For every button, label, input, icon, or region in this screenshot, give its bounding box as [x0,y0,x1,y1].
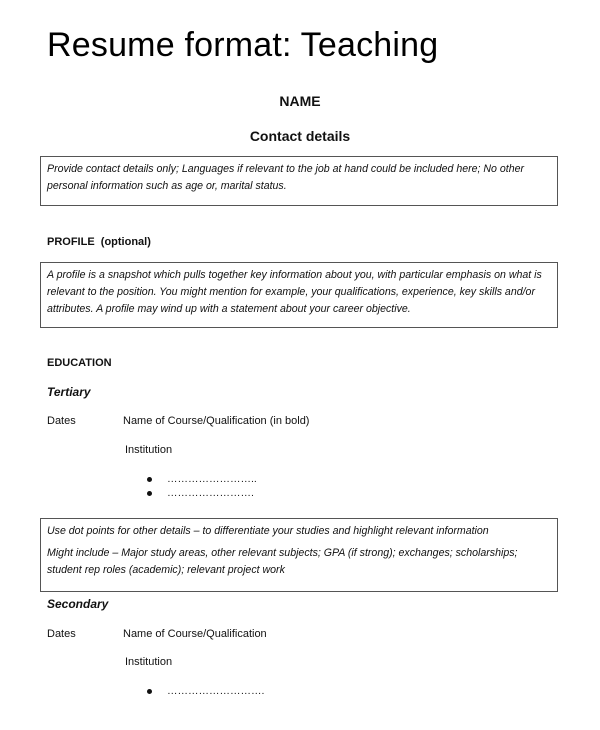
education-note-line-1: Use dot points for other details – to differentiate your studies and highlight relevant information [47,525,489,537]
contact-details-heading: Contact details [249,128,351,144]
profile-optional-text: (optional) [100,236,151,248]
list-item: ………………………. [145,684,264,698]
profile-note-text: A profile is a snapshot which pulls together key information about you, with particular emphasis on what is relevant to the position. You might mention for example, your qualifications, experience, key skills and/or attributes. A profile may wind up with a statement about your career objective. [47,269,542,315]
tertiary-institution: Institution [125,444,173,456]
education-note-line-2: Might include – Major study areas, other relevant subjects; GPA (if strong); exchanges; scholarships; student rep roles (academic); relevant project work [47,547,518,576]
tertiary-label: Tertiary [47,385,91,399]
page-title: Resume format: Teaching [47,26,439,64]
secondary-bullet-list [145,684,264,698]
profile-label-text: PROFILE [47,236,95,248]
secondary-course: Name of Course/Qualification [123,628,267,640]
secondary-dates: Dates [47,628,76,640]
profile-label [47,236,151,248]
secondary-label: Secondary [47,597,109,611]
tertiary-bullet-list [145,472,257,500]
list-item: ……………………. [145,486,257,500]
tertiary-course: Name of Course/Qualification (in bold) [123,415,310,427]
education-label-text: EDUCATION [47,357,112,369]
name-heading: NAME [279,93,321,109]
secondary-institution: Institution [125,656,173,668]
education-note-box [40,518,558,592]
list-item: …………………….. [145,472,257,486]
contact-note-box [40,156,558,206]
contact-note-text: Provide contact details only; Languages if relevant to the job at hand could be included here; No other personal information such as age or, marital status. [47,163,525,192]
tertiary-dates: Dates [47,415,76,427]
profile-note-box [40,262,558,328]
education-label [47,357,112,369]
